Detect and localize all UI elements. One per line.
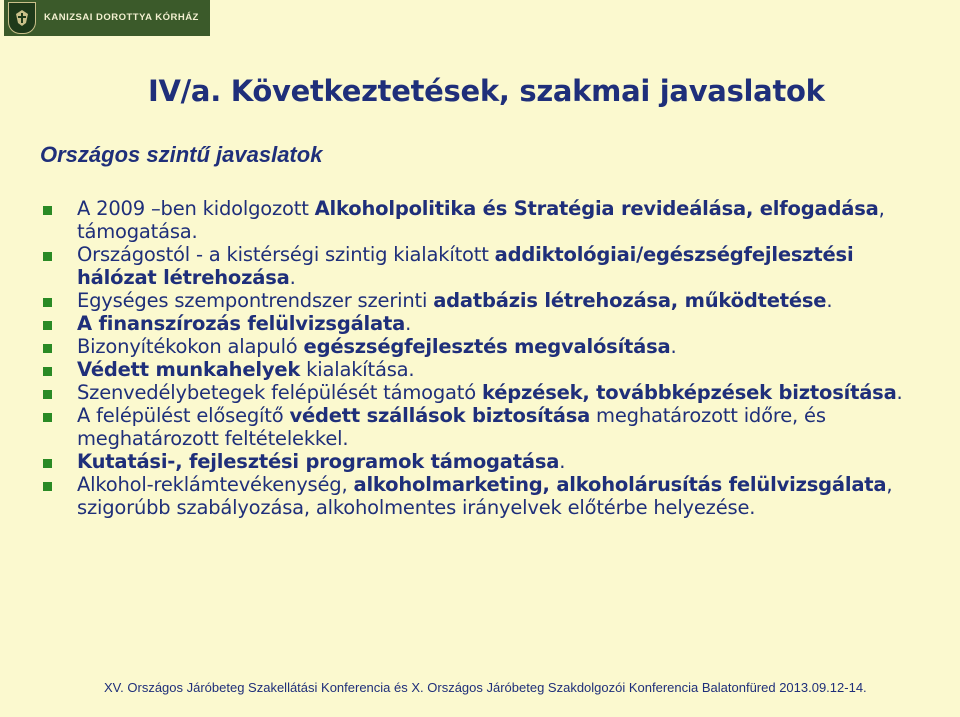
list-text: . <box>896 381 903 404</box>
list-text: A felépülést elősegítő <box>77 404 290 427</box>
list-text: A 2009 –ben kidolgozott <box>77 197 315 220</box>
emphasis-text: képzések, továbbképzések biztosítása <box>481 381 897 404</box>
list-text: , támogatása. <box>77 197 885 243</box>
list-text: Bizonyítékokon alapuló <box>77 335 304 358</box>
square-bullet-icon <box>43 482 52 491</box>
section-subtitle: Országos szintű javaslatok <box>40 142 323 167</box>
list-item <box>40 335 920 358</box>
square-bullet-icon <box>43 321 52 330</box>
list-item <box>40 312 920 335</box>
hospital-logo <box>4 0 210 36</box>
list-text: . <box>559 450 566 473</box>
list-text: . <box>826 289 833 312</box>
square-bullet-icon <box>43 252 52 261</box>
list-text: Országostól - a kistérségi szintig kialakított <box>77 243 495 266</box>
list-item <box>40 243 920 289</box>
emphasis-text: Alkoholpolitika és Stratégia revideálása, elfogadása <box>314 197 879 220</box>
recommendation-list <box>40 197 920 519</box>
emphasis-text: Védett munkahelyek <box>77 358 301 381</box>
square-bullet-icon <box>43 344 52 353</box>
square-bullet-icon <box>43 298 52 307</box>
list-text: , szigorúbb szabályozása, alkoholmentes irányelvek előtérbe helyezése. <box>77 473 893 519</box>
square-bullet-icon <box>43 459 52 468</box>
list-item <box>40 289 920 312</box>
emphasis-text: védett szállások biztosítása <box>289 404 591 427</box>
list-item <box>40 358 920 381</box>
emphasis-text: addiktológiai/egészségfejlesztési hálózat létrehozása <box>77 243 854 289</box>
list-text: Egységes szempontrendszer szerinti <box>77 289 434 312</box>
square-bullet-icon <box>43 367 52 376</box>
list-text: . <box>670 335 677 358</box>
crest-icon <box>8 2 36 34</box>
footer-conference: XV. Országos Járóbeteg Szakellátási Konferencia és X. Országos Járóbeteg Szakdolgozói Konferencia Balatonfüred 2013.09.12-14. <box>104 680 867 695</box>
emphasis-text: Kutatási-, fejlesztési programok támogatása <box>77 450 560 473</box>
square-bullet-icon <box>43 390 52 399</box>
emphasis-text: adatbázis létrehozása, működtetése <box>433 289 827 312</box>
list-text: . <box>289 266 296 289</box>
list-item <box>40 381 920 404</box>
logo-text: KANIZSAI DOROTTYA KÓRHÁZ <box>44 12 199 23</box>
emphasis-text: A finanszírozás felülvizsgálata <box>77 312 406 335</box>
list-item <box>40 197 920 243</box>
square-bullet-icon <box>43 206 52 215</box>
list-text: meghatározott időre, és meghatározott feltételekkel. <box>77 404 826 450</box>
list-text: Alkohol-reklámtevékenység, <box>77 473 354 496</box>
list-item <box>40 404 920 450</box>
list-text: kialakítása. <box>300 358 415 381</box>
list-item <box>40 473 920 519</box>
list-item <box>40 450 920 473</box>
page-title: IV/a. Következtetések, szakmai javaslatok <box>148 74 825 108</box>
square-bullet-icon <box>43 413 52 422</box>
list-text: . <box>405 312 412 335</box>
emphasis-text: egészségfejlesztés megvalósítása <box>303 335 671 358</box>
emphasis-text: alkoholmarketing, alkoholárusítás felülvizsgálata <box>353 473 887 496</box>
list-text: Szenvedélybetegek felépülését támogató <box>77 381 482 404</box>
